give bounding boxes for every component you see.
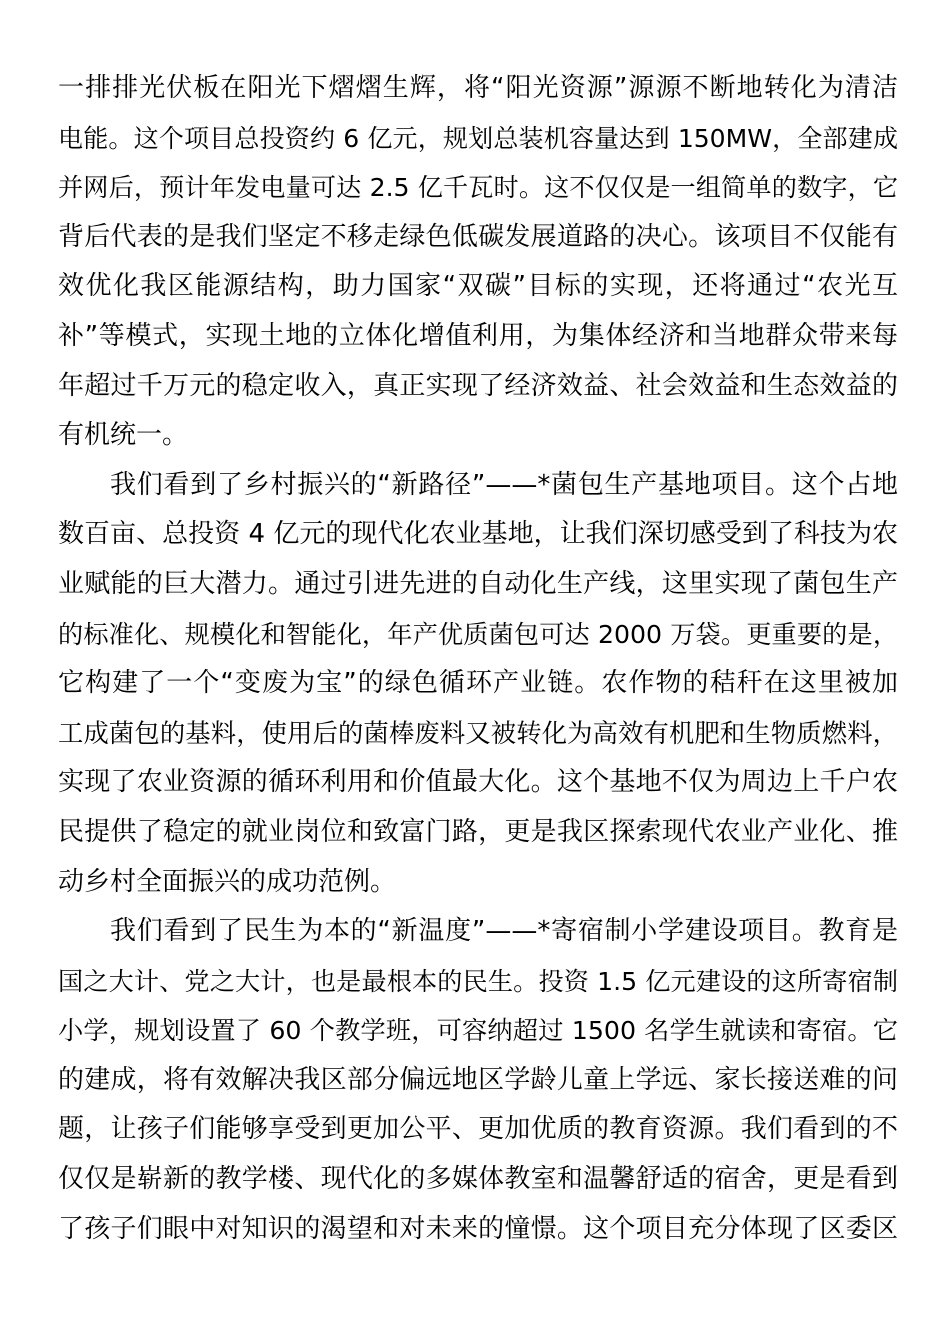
- text-line: 一排排光伏板在阳光下熠熠生辉，将“阳光资源”源源不断地转化为清洁: [58, 73, 898, 103]
- text-line: 动乡村全面振兴的成功范例。: [58, 866, 397, 897]
- text-line: 并网后，预计年发电量可达 2.5 亿千瓦时。这不仅仅是一组简单的数字，它: [58, 173, 898, 203]
- text-line: 题，让孩子们能够享受到更加公平、更加优质的教育资源。我们看到的不: [58, 1114, 898, 1145]
- text-line: 电能。这个项目总投资约 6 亿元，规划总装机容量达到 150MW，全部建成: [58, 123, 898, 153]
- text-line: 工成菌包的基料，使用后的菌棒废料又被转化为高效有机肥和生物质燃料，: [58, 717, 898, 748]
- text-line: 小学，规划设置了 60 个教学班，可容纳超过 1500 名学生就读和寄宿。它: [58, 1016, 898, 1046]
- text-line: 背后代表的是我们坚定不移走绿色低碳发展道路的决心。该项目不仅能有: [58, 221, 898, 252]
- text-line: 实现了农业资源的循环利用和价值最大化。这个基地不仅为周边上千户农: [58, 767, 898, 798]
- body-text: [58, 64, 898, 1254]
- paragraph-first-line: 我们看到了民生为本的“新温度”——*寄宿制小学建设项目。教育是: [110, 916, 898, 947]
- paragraph-first-line: 我们看到了乡村振兴的“新路径”——*菌包生产基地项目。这个占地: [110, 469, 898, 500]
- text-line: 的建成，将有效解决我区部分偏远地区学龄儿童上学远、家长接送难的问: [58, 1064, 898, 1095]
- text-line: 仅仅是崭新的教学楼、现代化的多媒体教室和温馨舒适的宿舍，更是看到: [58, 1164, 898, 1195]
- text-line: 效优化我区能源结构，助力国家“双碳”目标的实现，还将通过“农光互: [58, 271, 898, 302]
- text-line: 数百亩、总投资 4 亿元的现代化农业基地，让我们深切感受到了科技为农: [58, 519, 898, 550]
- text-line: 年超过千万元的稳定收入，真正实现了经济效益、社会效益和生态效益的: [58, 370, 898, 401]
- text-line: 补”等模式，实现土地的立体化增值利用，为集体经济和当地群众带来每: [58, 320, 898, 351]
- text-line: 业赋能的巨大潜力。通过引进先进的自动化生产线，这里实现了菌包生产: [58, 568, 898, 599]
- text-line: 国之大计、党之大计，也是最根本的民生。投资 1.5 亿元建设的这所寄宿制: [58, 966, 898, 996]
- text-line: 民提供了稳定的就业岗位和致富门路，更是我区探索现代农业产业化、推: [58, 816, 898, 847]
- text-line: 了孩子们眼中对知识的渴望和对未来的憧憬。这个项目充分体现了区委区: [58, 1213, 898, 1244]
- text-line: 它构建了一个“变废为宝”的绿色循环产业链。农作物的秸秆在这里被加: [58, 668, 898, 699]
- text-line: 有机统一。: [58, 420, 189, 451]
- text-line: 的标准化、规模化和智能化，年产优质菌包可达 2000 万袋。更重要的是，: [58, 619, 898, 649]
